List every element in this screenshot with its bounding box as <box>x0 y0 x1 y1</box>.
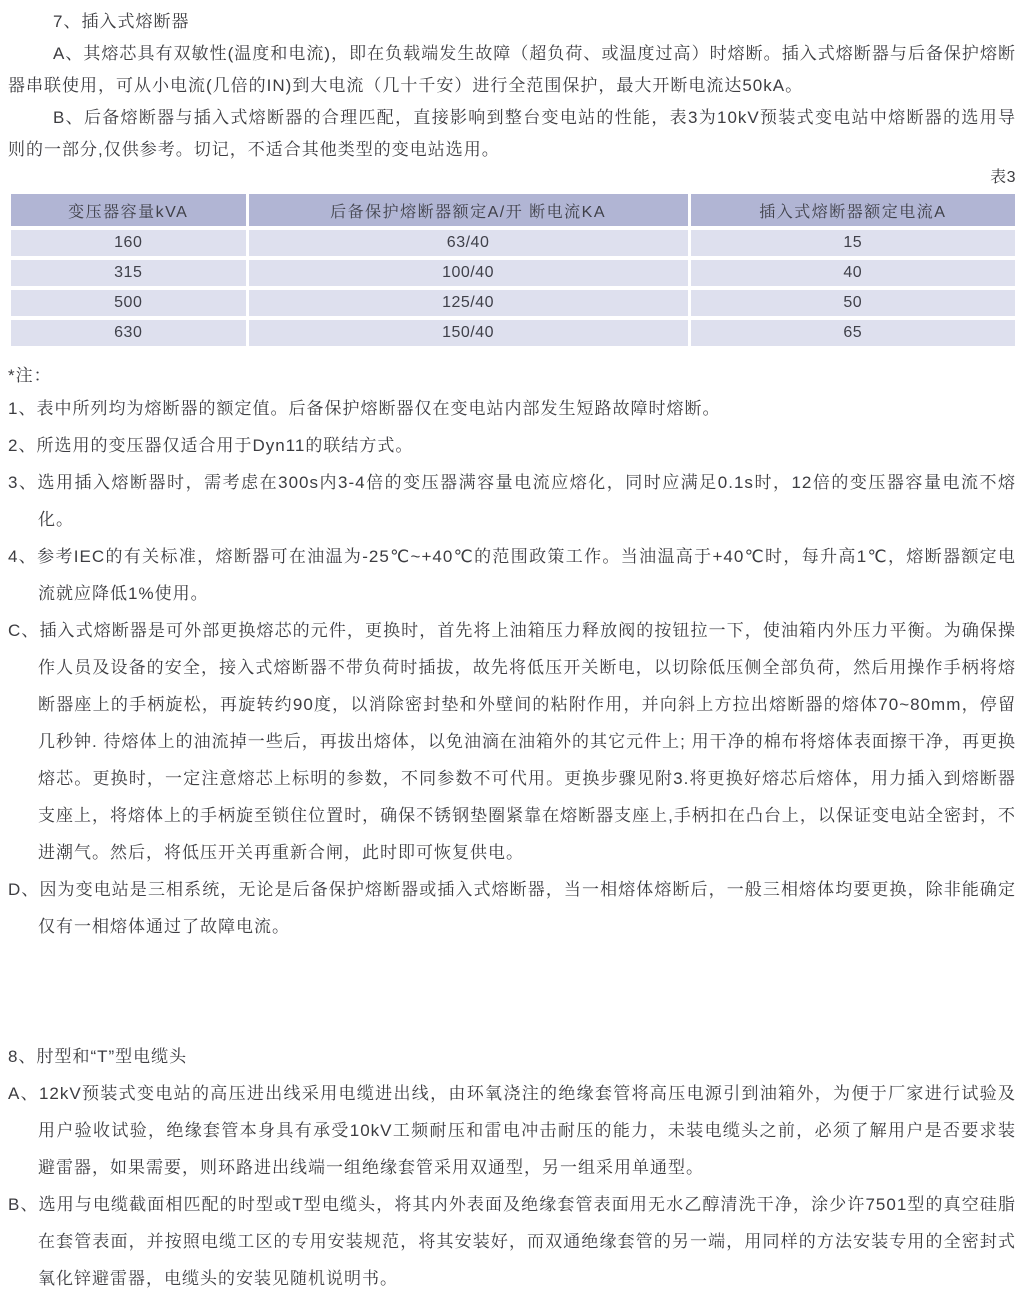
table-cell: 315 <box>11 260 246 286</box>
column-header-backup-fuse-rating: 后备保护熔断器额定A/开 断电流KA <box>249 194 688 226</box>
notes-title: *注： <box>8 366 52 385</box>
column-header-transformer-capacity: 变压器容量kVA <box>11 194 246 226</box>
table-row <box>11 260 1015 286</box>
table-cell: 500 <box>11 290 246 316</box>
table-row <box>11 320 1015 346</box>
note-item-3: 3、选用插入熔断器时，需考虑在300s内3-4倍的变压器满容量电流应熔化，同时应满足0.1s时，12倍的变压器容量电流不熔化。 <box>8 473 1016 529</box>
table-cell: 160 <box>11 230 246 256</box>
table-cell: 50 <box>691 290 1015 316</box>
table-cell: 65 <box>691 320 1015 346</box>
paragraph-b: B、后备熔断器与插入式熔断器的合理匹配，直接影响到整台变电站的性能，表3为10kV预装式变电站中熔断器的选用导则的一部分,仅供参考。切记，不适合其他类型的变电站选用。 <box>8 108 1016 159</box>
table-header-row <box>11 194 1015 226</box>
note-item-2: 2、所选用的变压器仅适合用于Dyn11的联结方式。 <box>8 436 414 455</box>
table-cell: 15 <box>691 230 1015 256</box>
section8 <box>0 1038 1026 1297</box>
fuse-selection-table <box>8 190 1018 350</box>
table-row <box>11 230 1015 256</box>
section8-heading: 8、肘型和“T”型电缆头 <box>8 1047 188 1066</box>
paragraph-a: A、其熔芯具有双敏性(温度和电流)，即在负载端发生故障（超负荷、或温度过高）时熔断。插入式熔断器与后备保护熔断器串联使用，可从小电流(几倍的IN)到大电流（几十千安）进行全范围保护，最大开断电流达50kA。 <box>8 44 1016 95</box>
table-cell: 100/40 <box>249 260 688 286</box>
table-cell: 40 <box>691 260 1015 286</box>
paragraph-c: C、插入式熔断器是可外部更换熔芯的元件，更换时，首先将上油箱压力释放阀的按钮拉一下，使油箱内外压力平衡。为确保操作人员及设备的安全，接入式熔断器不带负荷时插拔，故先将低压开关断电，以切除低压侧全部负荷，然后用操作手柄将熔断器座上的手柄旋松，再旋转约90度，以消除密封垫和外壁间的粘附作用，并向斜上方拉出熔断器的熔体70~80mm，停留几秒钟. 待熔体上的油流掉一些后，再拔出熔体，以免油滴在油箱外的其它元件上; 用干净的棉布将熔体表面擦干净，再更换熔芯。更换时，一定注意熔芯上标明的参数，不同参数不可代用。更换步骤见附3.将更换好熔芯后熔体，用力插入到熔断器支座上，将熔体上的手柄旋至锁住位置时，确保不锈钢垫圈紧靠在熔断器支座上,手柄扣在凸台上，以保证变电站全密封，不进潮气。然后，将低压开关再重新合闸，此时即可恢复供电。 <box>8 621 1016 862</box>
paragraph-8b: B、选用与电缆截面相匹配的时型或T型电缆头，将其内外表面及绝缘套管表面用无水乙醇清洗干净，涂少许7501型的真空硅脂在套管表面，并按照电缆工区的专用安装规范，将其安装好，而双通绝缘套管的另一端，用同样的方法安装专用的全密封式氧化锌避雷器，电缆头的安装见随机说明书。 <box>8 1195 1016 1288</box>
table-cell: 150/40 <box>249 320 688 346</box>
section7-heading: 7、插入式熔断器 <box>53 12 190 31</box>
note-item-1: 1、表中所列均为熔断器的额定值。后备保护熔断器仅在变电站内部发生短路故障时熔断。 <box>8 399 721 418</box>
paragraph-d: D、因为变电站是三相系统，无论是后备保护熔断器或插入式熔断器，当一相熔体熔断后，一般三相熔体均要更换，除非能确定仅有一相熔体通过了故障电流。 <box>8 880 1016 936</box>
note-item-4: 4、参考IEC的有关标准，熔断器可在油温为-25℃~+40℃的范围政策工作。当油温高于+40℃时，每升高1℃，熔断器额定电流就应降低1%使用。 <box>8 547 1016 603</box>
table3-label: 表3 <box>990 169 1016 186</box>
table-row <box>11 290 1015 316</box>
paragraph-8a: A、12kV预装式变电站的高压进出线采用电缆进出线，由环氧浇注的绝缘套管将高压电源引到油箱外，为便于厂家进行试验及用户验收试验，绝缘套管本身具有承受10kV工频耐压和雷电冲击耐压的能力，未装电缆头之前，必须了解用户是否要求装避雷器，如果需要，则环路进出线端一组绝缘套管采用双通型，另一组采用单通型。 <box>8 1084 1016 1177</box>
table-cell: 125/40 <box>249 290 688 316</box>
column-header-plugin-fuse-current: 插入式熔断器额定电流A <box>691 194 1015 226</box>
table-cell: 630 <box>11 320 246 346</box>
notes-section <box>0 350 1026 945</box>
table-cell: 63/40 <box>249 230 688 256</box>
section7 <box>0 0 1026 166</box>
